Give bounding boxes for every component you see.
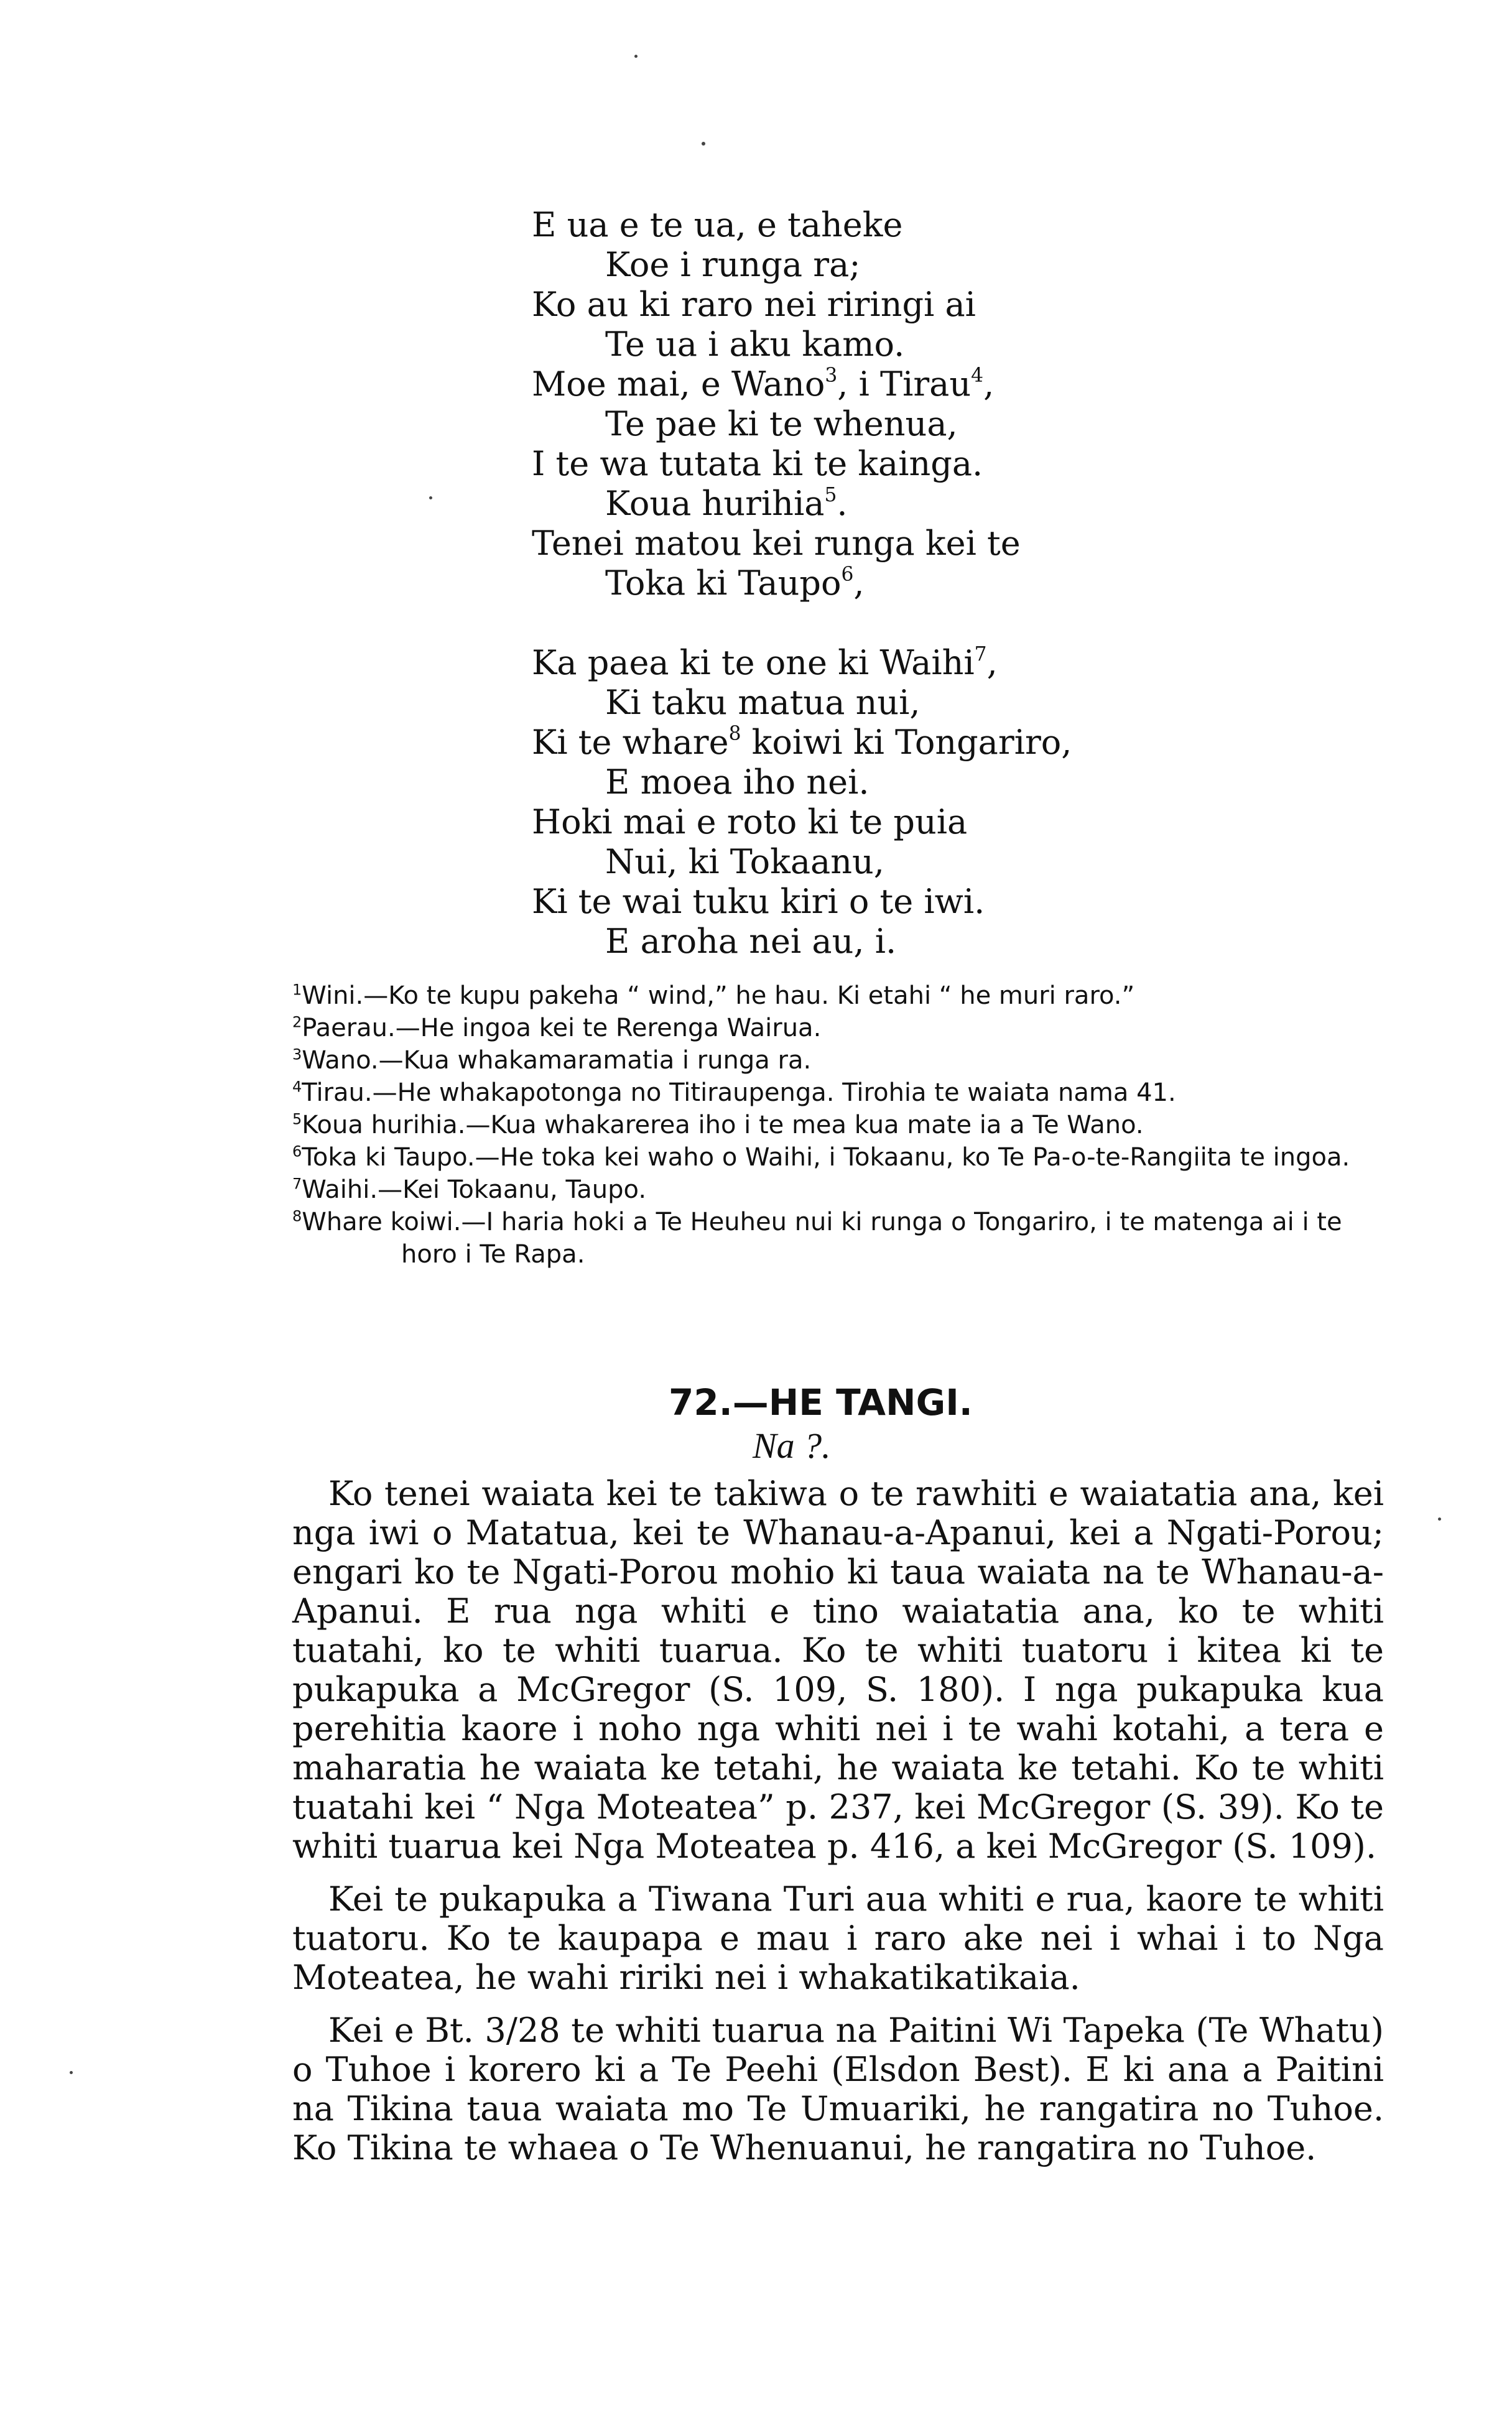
footnote-number: 8 — [292, 1207, 302, 1225]
poem-line: Te ua i aku kamo. — [605, 325, 905, 364]
poem-text: , — [986, 643, 998, 682]
footnote-ref: 6 — [841, 563, 854, 586]
footnote-number: 6 — [292, 1142, 302, 1161]
poem-text: Toka ki Taupo — [605, 563, 842, 603]
footnote-number: 1 — [292, 981, 302, 999]
footnote-ref: 3 — [825, 364, 838, 387]
footnote — [292, 1206, 1387, 1271]
poem-line: I te wa tutata ki te kainga. — [532, 444, 983, 483]
poem-text: Ki te whare — [532, 723, 729, 762]
poem-line: Ki taku matua nui, — [605, 683, 921, 722]
poem-line — [532, 364, 1340, 404]
poem-text: koiwi ki Tongariro, — [741, 723, 1072, 762]
footnote — [292, 1077, 1387, 1109]
footnote-number: 4 — [292, 1078, 302, 1096]
poem-line — [532, 723, 1340, 762]
footnote-term: Koua hurihia. — [302, 1111, 466, 1139]
poem-text: , — [983, 364, 995, 404]
footnote — [292, 1012, 1387, 1044]
footnote-ref: 8 — [728, 722, 741, 745]
footnote-number: 2 — [292, 1013, 302, 1031]
footnote-ref: 5 — [824, 483, 837, 506]
body-paragraph: Ko tenei waiata kei te takiwa o te rawhiti e waiatatia ana, kei nga iwi o Matatua, kei te Whanau-a-Apanui, kei a Ngati-Porou; engari ko te Ngati-Porou mohio ki taua waiata na te Whanau-a-Apanui. E rua nga whiti e tino waiatatia ana, ko te whiti tuatahi, ko te whiti tuarua. Ko te whiti tuatoru i kitea ki te pukapuka a McGregor (S. 109, S. 180). I nga pukapuka kua perehitia kaore i noho nga whiti nei i te wahi kotahi, a tera e maharatia he waiata ke tetahi, he waiata ke tetahi. Ko te whiti tuatahi kei “ Nga Moteatea” p. 237, kei McGregor (S. 39). Ko te whiti tuarua kei Nga Moteatea p. 416, a kei McGregor (S. 109). — [292, 1474, 1384, 1866]
footnote-text: —Ko te kupu pakeha “ wind,” he hau. Ki etahi “ he muri raro.” — [363, 981, 1135, 1010]
poem-stanza — [532, 205, 1340, 961]
footnote — [292, 1141, 1387, 1174]
footnote-number: 5 — [292, 1110, 302, 1128]
footnote-ref: 7 — [974, 642, 987, 665]
footnote-term: Wano. — [302, 1046, 379, 1075]
poem-text: Moe mai, e Wano — [532, 364, 825, 404]
song-author: Na ?. — [753, 1425, 831, 1466]
poem-text: Ka paea ki te one ki Waihi — [532, 643, 975, 682]
footnote — [292, 980, 1387, 1012]
footnote-ref: 4 — [971, 364, 984, 387]
poem-line: Nui, ki Tokaanu, — [605, 842, 884, 881]
footnote-text: —He whakapotonga no Titiraupenga. Tirohia te waiata nama 41. — [372, 1078, 1176, 1107]
footnotes — [292, 980, 1387, 1271]
footnote-text: —He ingoa kei te Rerenga Wairua. — [395, 1014, 822, 1042]
poem-line: Hoki mai e roto ki te puia — [532, 802, 968, 841]
footnote-text: —I haria hoki a Te Heuheu nui ki runga o Tongariro, i te matenga ai i te horo i Te Rapa. — [401, 1208, 1342, 1269]
poem-line: Ko au ki raro nei riringi ai — [532, 285, 976, 324]
footnote-text: —Kua whakarerea iho i te mea kua mate ia a Te Wano. — [465, 1111, 1144, 1139]
song-introduction — [292, 1474, 1384, 2181]
body-paragraph: Kei te pukapuka a Tiwana Turi aua whiti e rua, kaore te whiti tuatoru. Ko te kaupapa e mau i raro ake nei i whai i to Nga Moteatea, he wahi ririki nei i whakatikatikaia. — [292, 1879, 1384, 1997]
poem-text: , i Tirau — [837, 364, 972, 404]
body-paragraph: Kei e Bt. 3/28 te whiti tuarua na Paitini Wi Tapeka (Te Whatu) o Tuhoe i korero ki a Te Peehi (Elsdon Best). E ki ana a Paitini na Tikina taua waiata mo Te Umuariki, he rangatira no Tuhoe. Ko Tikina te whaea o Te Whenuanui, he rangatira no Tuhoe. — [292, 2011, 1384, 2167]
stanza-gap — [532, 603, 1340, 643]
footnote — [292, 1109, 1387, 1141]
poem-line — [532, 643, 1340, 683]
footnote-term: Wini. — [302, 981, 364, 1010]
poem-text: Koua hurihia — [605, 484, 825, 523]
poem-line: E ua e te ua, e taheke — [532, 205, 903, 244]
poem-line: E aroha nei au, i. — [605, 922, 897, 961]
footnote-text: —Kei Tokaanu, Taupo. — [378, 1175, 647, 1204]
footnote-term: Toka ki Taupo. — [302, 1143, 475, 1172]
footnote-text: —Kua whakamaramatia i runga ra. — [378, 1046, 812, 1075]
poem-line: Te pae ki te whenua, — [605, 404, 958, 443]
poem-line: Koe i runga ra; — [605, 245, 861, 284]
footnote-term: Waihi. — [302, 1175, 378, 1204]
footnote-number: 7 — [292, 1175, 302, 1193]
footnote — [292, 1044, 1387, 1077]
poem-line: Tenei matou kei runga kei te — [532, 524, 1021, 563]
poem-text: , — [853, 563, 865, 603]
footnote-term: Whare koiwi. — [302, 1208, 461, 1236]
footnote-number: 3 — [292, 1045, 302, 1063]
poem-line: E moea iho nei. — [605, 762, 870, 802]
footnote — [292, 1174, 1387, 1206]
footnote-term: Paerau. — [302, 1014, 396, 1042]
poem-line — [532, 563, 1340, 603]
song-title: 72.—HE TANGI. — [669, 1381, 973, 1424]
footnote-text: —He toka kei waho o Waihi, i Tokaanu, ko Te Pa-o-te-Rangiita te ingoa. — [475, 1143, 1350, 1172]
poem-text: . — [837, 484, 848, 523]
poem-line — [532, 484, 1340, 524]
footnote-term: Tirau. — [302, 1078, 373, 1107]
poem-line: Ki te wai tuku kiri o te iwi. — [532, 882, 985, 921]
